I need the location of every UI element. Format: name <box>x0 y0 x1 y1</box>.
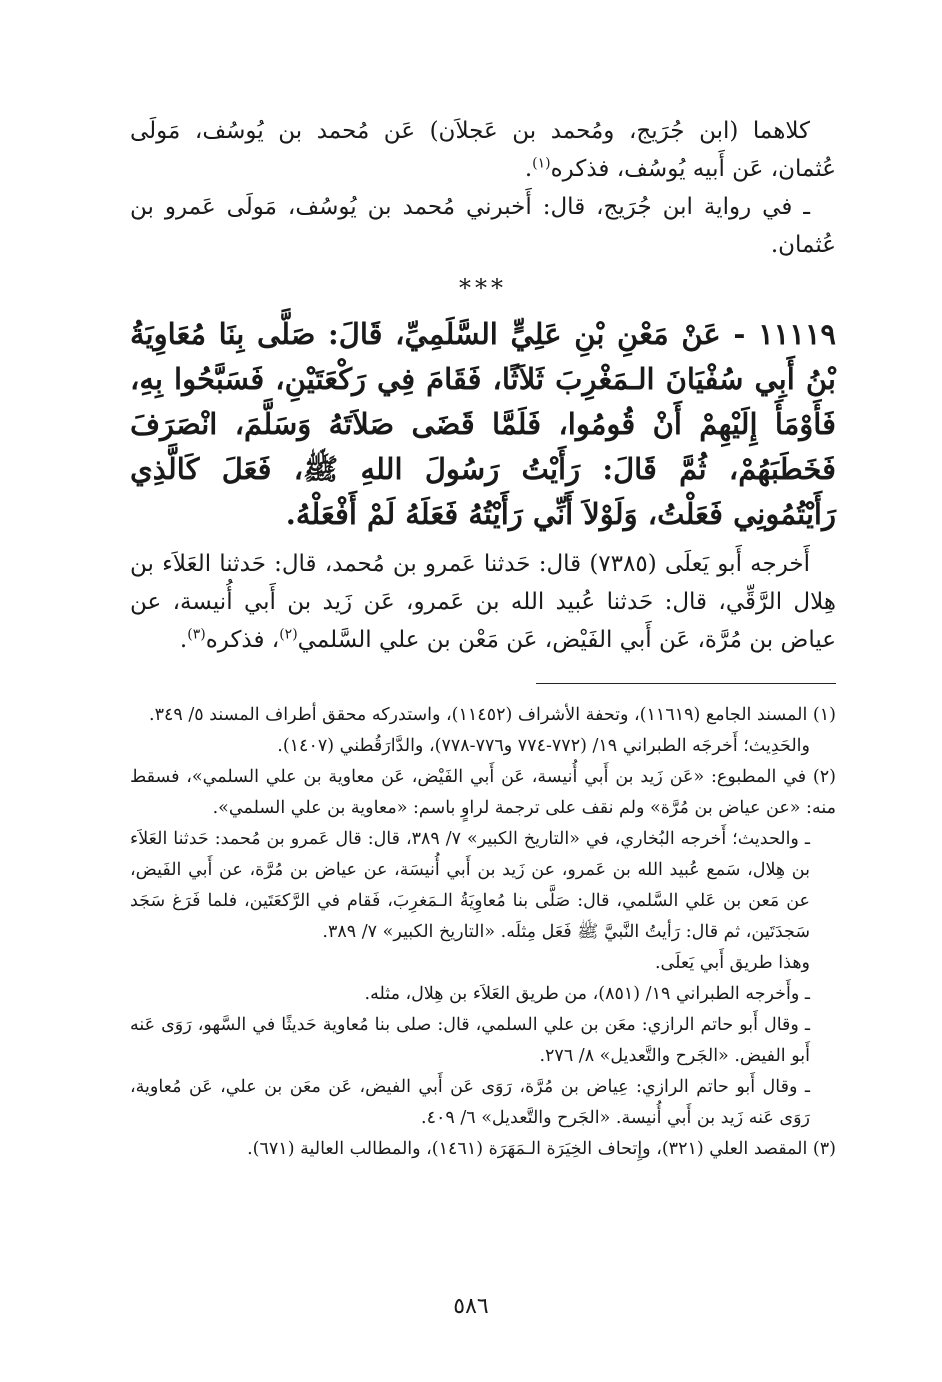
hadith-text: عَنْ مَعْنِ بْنِ عَلِيٍّ السَّلَمِيِّ، قَالَ: صَلَّى بِنَا مُعَاوِيَةُ بْنُ أَبِي سُفْيَانَ الـمَغْرِبَ ثَلاَثًا، فَقَامَ فِي رَكْعَتَيْنِ، فَسَبَّحُوا بِهِ، فَأَوْمَأَ إِلَيْهِمْ أَنْ قُومُوا، فَلَمَّا قَضَى صَلاَتَهُ وَسَلَّمَ، انْصَرَفَ فَخَطَبَهُمْ، ثُمَّ قَالَ: رَأَيْتُ رَسُولَ اللهِ ﷺ، فَعَلَ كَالَّذِي رَأَيْتُمُونِي فَعَلْتُ، وَلَوْلاَ أَنِّي رَأَيْتُهُ فَعَلَهُ لَمْ أَفْعَلْهُ. <box>130 317 836 531</box>
footnote-ref-3[interactable]: (٣) <box>187 626 206 643</box>
paragraph-text-mid: ، فذكره <box>205 627 280 653</box>
page-content <box>130 112 836 1165</box>
footnote-ref-1[interactable]: (١) <box>532 155 551 172</box>
footnote-divider <box>536 683 836 684</box>
footnote-2-tabarani: ـ وأَخرجه الطبراني ١٩/ (٨٥١)، من طريق العَلاَء بن هِلال، مثله. <box>364 984 810 1004</box>
paragraph-end: . <box>524 156 533 182</box>
footnote-2-note: وهذا طريق أَبي يَعلَى. <box>654 953 810 973</box>
footnote-2-abu-hatim-2: ـ وقال أَبو حاتم الرازي: عِياض بن مُرَّة، رَوَى عَن أَبي الفيض، عَن معَن بن علي، عَن مُعاوية، رَوَى عَنه زَيد بن أَبي أُنيسة. «الجَرح والتَّعديل» ٦/ ٤٠٩. <box>130 1077 810 1128</box>
paragraph-ibn-jurayj: ـ في رواية ابن جُرَيج، قال: أَخبرني مُحمد بن يُوسُف، مَولَى عَمرو بن عُثمان. <box>130 194 836 258</box>
paragraph-takhrij <box>130 545 836 659</box>
footnote-1-continuation: والحَدِيث؛ أَخرجَه الطبراني ١٩/ (٧٧٢-٧٧٤ و٧٧٦-٧٧٨)، والدَّارَقُطني (١٤٠٧). <box>277 736 810 756</box>
paragraph-end: . <box>179 627 188 653</box>
footnote-2: (٢) في المطبوع: «عَن زَيد بن أَبي أُنيسة، عَن أَبي الفَيْض، عَن معاوية بن علي السلمي»، فسقط منه: «عن عياض بن مُرَّة» ولم نقف على ترجمة لراوٍ باسم: «معاوية بن علي السلمي». <box>130 767 836 818</box>
footnote-2-bukhari: ـ والحديث؛ أَخرجه البُخاري، في «التاريخ الكبير» ٧/ ٣٨٩، قال: قال عَمرو بن مُحمد: حَدثنا العَلاَء بن هِلال، سَمع عُبيد الله بن عَمرو، عن زَيد بن أَبي أُنيسَة، عن عياض بن مُرَّة، عن أَبي الفَيض، عن مَعن بن عَلي السَّلمي، قال: صَلَّى بنا مُعاوِيَةُ الـمَغرِبَ، فَقام في الرَّكعَتَين، فلما فَرَغ سَجَد سَجدَتَين، ثم قال: رَأيتُ النَّبيَّ ﷺ فَعَل مِثلَه. «التاريخ الكبير» ٧/ ٣٨٩. <box>130 829 810 942</box>
section-separator: *** <box>459 274 507 302</box>
footnotes <box>130 700 836 1165</box>
paragraph-narrators <box>130 112 836 188</box>
paragraph-text: كلاهما (ابن جُرَيج، ومُحمد بن عَجلاَن) عَن مُحمد بن يُوسُف، مَولَى عُثمان، عَن أَبيه يُوسُف، فذكره <box>130 118 836 182</box>
footnote-2-abu-hatim-1: ـ وقال أَبو حاتم الرازي: معَن بن علي السلمي، قال: صلى بنا مُعاوية حَديثًا في السَّهو، رَوَى عَنه أَبو الفيض. «الجَرح والتَّعديل» ٨/ ٢٧٦. <box>130 1015 810 1066</box>
hadith-block <box>130 312 836 537</box>
page-number: ٥٨٦ <box>453 1294 489 1319</box>
footnote-3: (٣) المقصد العلي (٣٢١)، وإِتحاف الخِيَرَة الـمَهَرَة (١٤٦١)، والمطالب العالية (٦٧١). <box>247 1139 836 1159</box>
paragraph-text: أَخرجه أَبو يَعلَى (٧٣٨٥) قال: حَدثنا عَمرو بن مُحمد، قال: حَدثنا العَلاَء بن هِلال الرَّقِّي، قال: حَدثنا عُبيد الله بن عَمرو، عَن زَيد بن أَبي أُنيسة، عن عياض بن مُرَّة، عَن أَبي الفَيْض، عَن مَعْن بن علي السَّلمي <box>130 551 836 653</box>
footnote-ref-2[interactable]: (٢) <box>279 626 298 643</box>
hadith-number: ١١١١٩ - <box>733 317 836 351</box>
footnote-1: (١) المسند الجامع (١١٦١٩)، وتحفة الأشراف (١١٤٥٢)، واستدركه محقق أطراف المسند ٥/ ٣٤٩. <box>148 705 836 725</box>
